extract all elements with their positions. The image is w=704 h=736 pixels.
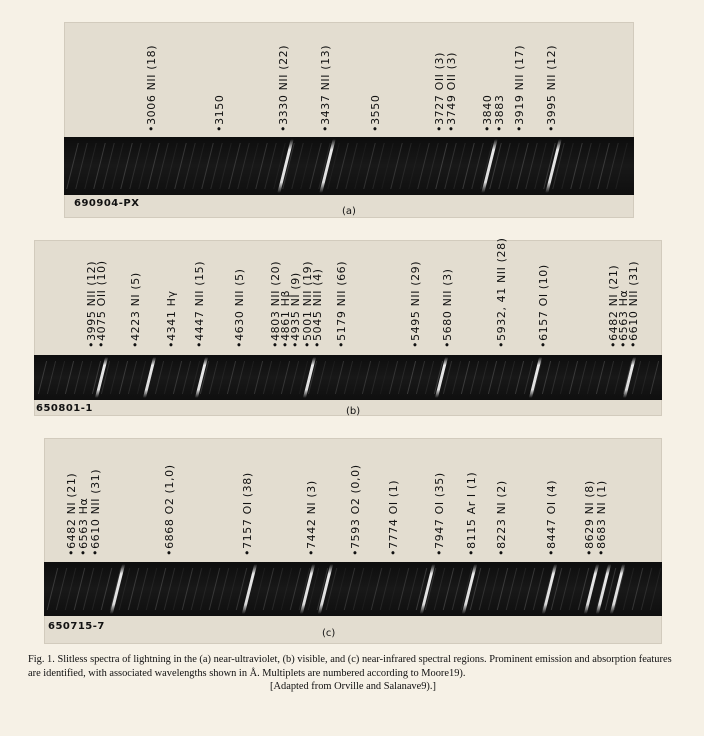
line-label-b-15: •6157 OI (10) xyxy=(537,264,550,348)
line-label-c-2: •6610 NII (31) xyxy=(89,468,102,556)
line-label-b-17: •6563 Hα xyxy=(617,289,630,348)
line-label-c-9: •8115 Ar I (1) xyxy=(465,471,478,556)
line-label-b-11: •5179 NII (66) xyxy=(335,260,348,348)
line-label-a-4: •3550 xyxy=(369,94,382,132)
line-label-c-8: •7947 OI (35) xyxy=(433,472,446,556)
plate-id-b: 650801-1 xyxy=(36,403,93,414)
plate-id-c: 650715-7 xyxy=(48,621,105,632)
line-label-a-2: •3330 NII (22) xyxy=(277,44,290,132)
line-label-c-6: •7593 O2 (0,0) xyxy=(349,464,362,556)
line-label-b-10: •5045 NII (4) xyxy=(311,268,324,348)
line-label-c-0: •6482 NI (21) xyxy=(65,472,78,556)
panel-letter-a: (a) xyxy=(342,206,356,217)
line-label-c-13: •8683 NI (1) xyxy=(595,480,608,556)
line-label-c-1: •6563 Hα xyxy=(77,497,90,556)
line-label-b-8: •4935 NI (9) xyxy=(289,272,302,348)
line-label-b-16: •6482 NI (21) xyxy=(607,264,620,348)
line-label-a-9: •3919 NII (17) xyxy=(513,44,526,132)
panel-letter-c: (c) xyxy=(322,628,336,639)
line-label-c-10: •8223 NI (2) xyxy=(495,480,508,556)
line-label-c-12: •8629 NI (8) xyxy=(583,480,596,556)
line-label-a-7: •3840 xyxy=(481,94,494,132)
plate-id-a: 690904-PX xyxy=(74,198,140,209)
line-label-c-11: •8447 OI (4) xyxy=(545,479,558,556)
line-label-b-13: •5680 NII (3) xyxy=(441,268,454,348)
caption-text: Fig. 1. Slitless spectra of lightning in the (a) near-ultraviolet, (b) visible, and (c) near-infrared spectral regions. Prominent emission and absorption features are identified, with associated wavelengths shown in Å. Multiplets are numbered according to Moore19). xyxy=(28,654,672,679)
line-label-c-5: •7442 NI (3) xyxy=(305,480,318,556)
line-label-a-3: •3437 NII (13) xyxy=(319,44,332,132)
figure-caption xyxy=(28,653,678,694)
line-label-a-5: •3727 OII (3) xyxy=(433,51,446,132)
line-label-b-14: •5932, 41 NII (28) xyxy=(495,237,508,348)
line-label-b-12: •5495 NII (29) xyxy=(409,260,422,348)
caption-credit: [Adapted from Orville and Salanave9).] xyxy=(270,681,436,692)
line-label-b-7: •4861 Hβ xyxy=(279,289,292,348)
line-label-b-3: •4341 Hγ xyxy=(165,290,178,348)
panel-letter-b: (b) xyxy=(346,406,361,417)
line-label-b-1: •4075 OII (10) xyxy=(95,260,108,348)
line-label-b-6: •4803 NII (20) xyxy=(269,260,282,348)
line-label-c-4: •7157 OI (38) xyxy=(241,472,254,556)
line-label-b-18: •6610 NII (31) xyxy=(627,260,640,348)
line-label-b-5: •4630 NII (5) xyxy=(233,268,246,348)
line-label-b-2: •4223 NI (5) xyxy=(129,272,142,348)
spectrum-panel-c xyxy=(44,438,662,644)
line-label-a-10: •3995 NII (12) xyxy=(545,44,558,132)
line-label-b-9: •5001 NII (19) xyxy=(301,260,314,348)
line-label-b-4: •4447 NII (15) xyxy=(193,260,206,348)
line-label-a-8: •3883 xyxy=(493,94,506,132)
line-label-a-6: •3749 OII (3) xyxy=(445,51,458,132)
spectrum-panel-a xyxy=(64,22,634,218)
spectrum-panel-b xyxy=(34,237,662,417)
line-label-a-0: •3006 NII (18) xyxy=(145,44,158,132)
line-label-a-1: •3150 xyxy=(213,94,226,132)
line-label-b-0: •3995 NII (12) xyxy=(85,260,98,348)
line-label-c-7: •7774 OI (1) xyxy=(387,479,400,556)
line-label-c-3: •6868 O2 (1,0) xyxy=(163,464,176,556)
